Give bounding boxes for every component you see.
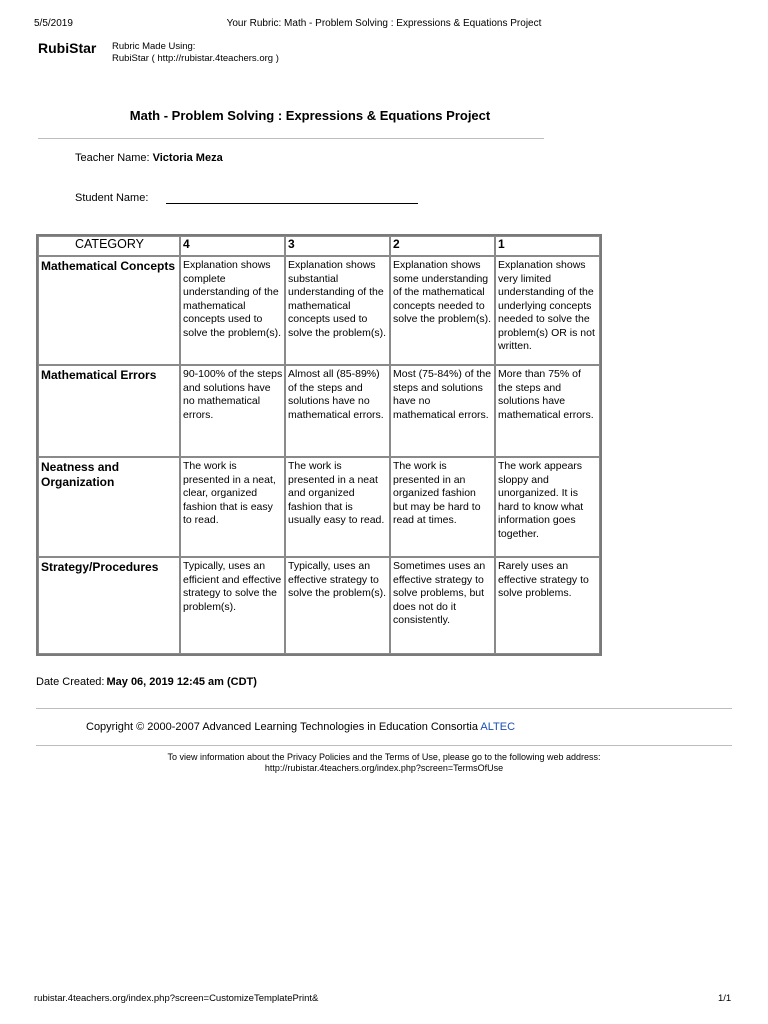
descriptor-cell: Almost all (85-89%) of the steps and solutions have no mathematical errors. (285, 365, 390, 457)
header-level-3: 3 (285, 236, 390, 256)
descriptor-cell: More than 75% of the steps and solutions have mathematical errors. (495, 365, 600, 457)
print-footer-url: rubistar.4teachers.org/index.php?screen=CustomizeTemplatePrint& (34, 993, 319, 1004)
made-using-note (112, 41, 279, 65)
made-using-line1: Rubric Made Using: (112, 41, 196, 52)
table-row (38, 557, 600, 654)
category-cell: Neatness and Organization (38, 457, 180, 557)
date-created-row (36, 676, 257, 688)
header-level-2: 2 (390, 236, 495, 256)
table-row (38, 256, 600, 365)
rubric-header-row (38, 236, 600, 256)
category-cell: Strategy/Procedures (38, 557, 180, 654)
descriptor-cell: Typically, uses an effective strategy to solve the problem(s). (285, 557, 390, 654)
teacher-name-row (75, 152, 223, 164)
copyright-text: Copyright © 2000-2007 Advanced Learning Technologies in Education Consortia (86, 721, 478, 733)
category-cell: Mathematical Concepts (38, 256, 180, 365)
footer-divider-bottom (36, 745, 732, 746)
header-level-1: 1 (495, 236, 600, 256)
descriptor-cell: Most (75-84%) of the steps and solutions have no mathematical errors. (390, 365, 495, 457)
print-page-title: Your Rubric: Math - Problem Solving : Expressions & Equations Project (226, 18, 542, 29)
student-name-blank[interactable] (166, 192, 418, 204)
category-cell: Mathematical Errors (38, 365, 180, 457)
print-date: 5/5/2019 (34, 18, 73, 29)
date-created-value: May 06, 2019 12:45 am (CDT) (106, 676, 257, 688)
title-divider (38, 138, 544, 139)
privacy-notice (0, 752, 768, 774)
privacy-url[interactable]: http://rubistar.4teachers.org/index.php?screen=TermsOfUse (264, 763, 504, 773)
print-page-number: 1/1 (718, 993, 732, 1004)
page-title: Math - Problem Solving : Expressions & Equations Project (129, 108, 491, 123)
descriptor-cell: Explanation shows some understanding of the mathematical concepts needed to solve the problem(s). (390, 256, 495, 365)
table-row (38, 365, 600, 457)
rubistar-logo[interactable]: RubiStar (38, 40, 97, 56)
descriptor-cell: Sometimes uses an effective strategy to solve problems, but does not do it consistently. (390, 557, 495, 654)
student-name-label: Student Name: (75, 192, 149, 204)
teacher-name-value: Victoria Meza (152, 152, 223, 164)
copyright-line (86, 721, 515, 733)
descriptor-cell: Rarely uses an effective strategy to solve problems. (495, 557, 600, 654)
footer-divider-top (36, 708, 732, 709)
descriptor-cell: Typically, uses an efficient and effective strategy to solve the problem(s). (180, 557, 285, 654)
rubric-table (36, 234, 602, 656)
student-name-row (75, 192, 148, 204)
descriptor-cell: The work appears sloppy and unorganized. It is hard to know what information goes together. (495, 457, 600, 557)
date-created-label: Date Created: (36, 676, 105, 688)
descriptor-cell: The work is presented in a neat and organized fashion that is usually easy to read. (285, 457, 390, 557)
altec-link[interactable]: ALTEC (480, 721, 516, 733)
descriptor-cell: Explanation shows complete understanding of the mathematical concepts used to solve the problem(s). (180, 256, 285, 365)
descriptor-cell: Explanation shows substantial understanding of the mathematical concepts used to solve the problem(s). (285, 256, 390, 365)
header-level-4: 4 (180, 236, 285, 256)
teacher-name-label: Teacher Name: (75, 152, 150, 164)
header-category: CATEGORY (38, 236, 180, 256)
descriptor-cell: The work is presented in an organized fashion but may be hard to read at times. (390, 457, 495, 557)
made-using-line2: RubiStar ( http://rubistar.4teachers.org ) (112, 53, 279, 64)
descriptor-cell: 90-100% of the steps and solutions have no mathematical errors. (180, 365, 285, 457)
table-row (38, 457, 600, 557)
descriptor-cell: Explanation shows very limited understanding of the underlying concepts needed to solve the problem(s) OR is not written. (495, 256, 600, 365)
privacy-line1: To view information about the Privacy Policies and the Terms of Use, please go to the following web address: (167, 752, 601, 762)
print-header (0, 18, 768, 32)
descriptor-cell: The work is presented in a neat, clear, organized fashion that is easy to read. (180, 457, 285, 557)
